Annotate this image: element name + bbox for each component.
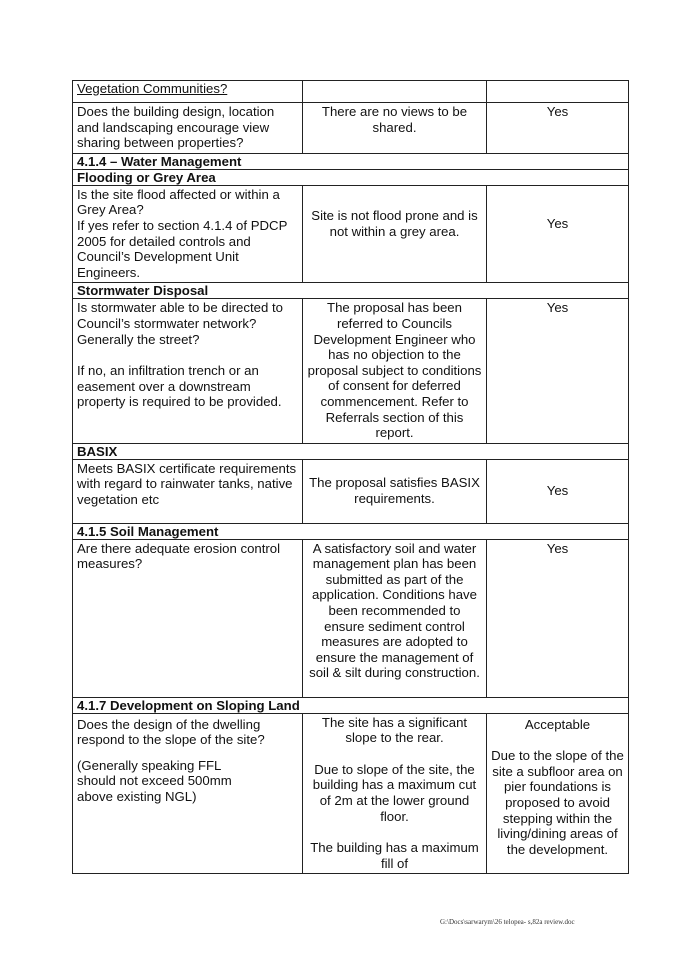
- subheading-row: [73, 443, 629, 459]
- section-heading: 4.1.4 – Water Management: [73, 153, 629, 169]
- basix-comment: The proposal satisfies BASIX requirements.: [309, 475, 480, 506]
- soil-compliance: Yes: [546, 540, 569, 556]
- storm-control-question: Is stormwater able to be directed to Council’s stormwater network? Generally the street?: [77, 300, 283, 347]
- cell-comment: [303, 713, 487, 874]
- slope-control-note: (Generally speaking FFL should not exceed 500mm above existing NGL): [77, 757, 232, 805]
- table-row: [73, 459, 629, 523]
- storm-comment: The proposal has been referred to Councils Development Engineer who has no objection to the proposal subject to conditions of consent for deferred commencement. Refer to Referrals section of this report.: [307, 300, 482, 441]
- table-row: [73, 713, 629, 874]
- soil-comment: A satisfactory soil and water management plan has been submitted as part of the application. Conditions have been recommended to ensure sediment control measures are adopted to ensure the management of soil & silt during construction.: [309, 540, 480, 681]
- soil-control: Are there adequate erosion control measures?: [77, 540, 281, 572]
- slope-comment-1: The site has a significant slope to the rear.: [321, 714, 468, 746]
- slope-comment-3: The building has a maximum fill of: [310, 840, 479, 871]
- storm-compliance: Yes: [546, 300, 569, 316]
- file-path-footer: G:\Docs\sarwarym\26 telopea- s,82a review.doc: [440, 918, 575, 926]
- section-heading: 4.1.5 Soil Management: [73, 523, 629, 539]
- flood-control-question: Is the site flood affected or within a Grey Area?: [77, 186, 280, 218]
- subheading: Flooding or Grey Area: [73, 169, 629, 185]
- cell-control: [73, 459, 303, 523]
- table-row: [73, 81, 629, 103]
- section-heading: 4.1.7 Development on Sloping Land: [73, 697, 629, 713]
- section-heading-row: [73, 697, 629, 713]
- section-heading-row: [73, 153, 629, 169]
- table-row: [73, 299, 629, 443]
- cell-comment: [303, 459, 487, 523]
- basix-control: Meets BASIX certificate requirements with regard to rainwater tanks, native vegetation etc: [77, 460, 297, 507]
- flood-compliance: Yes: [546, 215, 569, 231]
- cell-comment: [303, 185, 487, 283]
- flood-control-note: If yes refer to section 4.1.4 of PDCP 2005 for detailed controls and Council’s Development Unit Engineers.: [77, 217, 288, 280]
- section-heading-row: [73, 523, 629, 539]
- cell-compliance: [487, 299, 629, 443]
- flood-comment: Site is not flood prone and is not within a grey area.: [311, 207, 478, 239]
- slope-comment-2: Due to slope of the site, the building has a maximum cut of 2m at the lower ground floor.: [312, 761, 477, 824]
- cell-compliance: [487, 713, 629, 874]
- slope-compliance: Acceptable: [524, 716, 591, 732]
- cell-compliance: [487, 539, 629, 697]
- cell-compliance: [487, 185, 629, 283]
- cell-comment: [303, 103, 487, 154]
- cell-control: [73, 185, 303, 283]
- cell-control: [73, 539, 303, 697]
- cell-compliance: [487, 459, 629, 523]
- slope-compliance-note: Due to the slope of the site a subfloor area on pier foundations is proposed to avoid stepping within the living/dining areas of the development.: [491, 748, 624, 857]
- table-row: [73, 539, 629, 697]
- table-row: [73, 185, 629, 283]
- cell-control: [73, 103, 303, 154]
- cell-comment: [303, 81, 487, 103]
- views-compliance: Yes: [546, 104, 569, 119]
- basix-compliance: Yes: [546, 482, 569, 498]
- subheading-row: [73, 169, 629, 185]
- cell-control: [73, 713, 303, 874]
- cell-comment: [303, 539, 487, 697]
- subheading: Stormwater Disposal: [73, 283, 629, 299]
- table-row: [73, 103, 629, 154]
- views-control: Does the building design, location and landscaping encourage view sharing between properties?: [77, 104, 275, 151]
- storm-control-note: If no, an infiltration trench or an easement over a downstream property is required to be provided.: [77, 363, 282, 410]
- subheading: BASIX: [73, 443, 629, 459]
- cell-compliance: [487, 103, 629, 154]
- cell-comment: [303, 299, 487, 443]
- compliance-table: [72, 80, 629, 874]
- subheading-row: [73, 283, 629, 299]
- cell-compliance: [487, 81, 629, 103]
- cell-control: [73, 81, 303, 103]
- slope-control-question: Does the design of the dwelling respond to the slope of the site?: [77, 716, 265, 748]
- vegetation-label: Vegetation Communities?: [77, 81, 228, 96]
- views-comment: There are no views to be shared.: [321, 104, 468, 135]
- cell-control: [73, 299, 303, 443]
